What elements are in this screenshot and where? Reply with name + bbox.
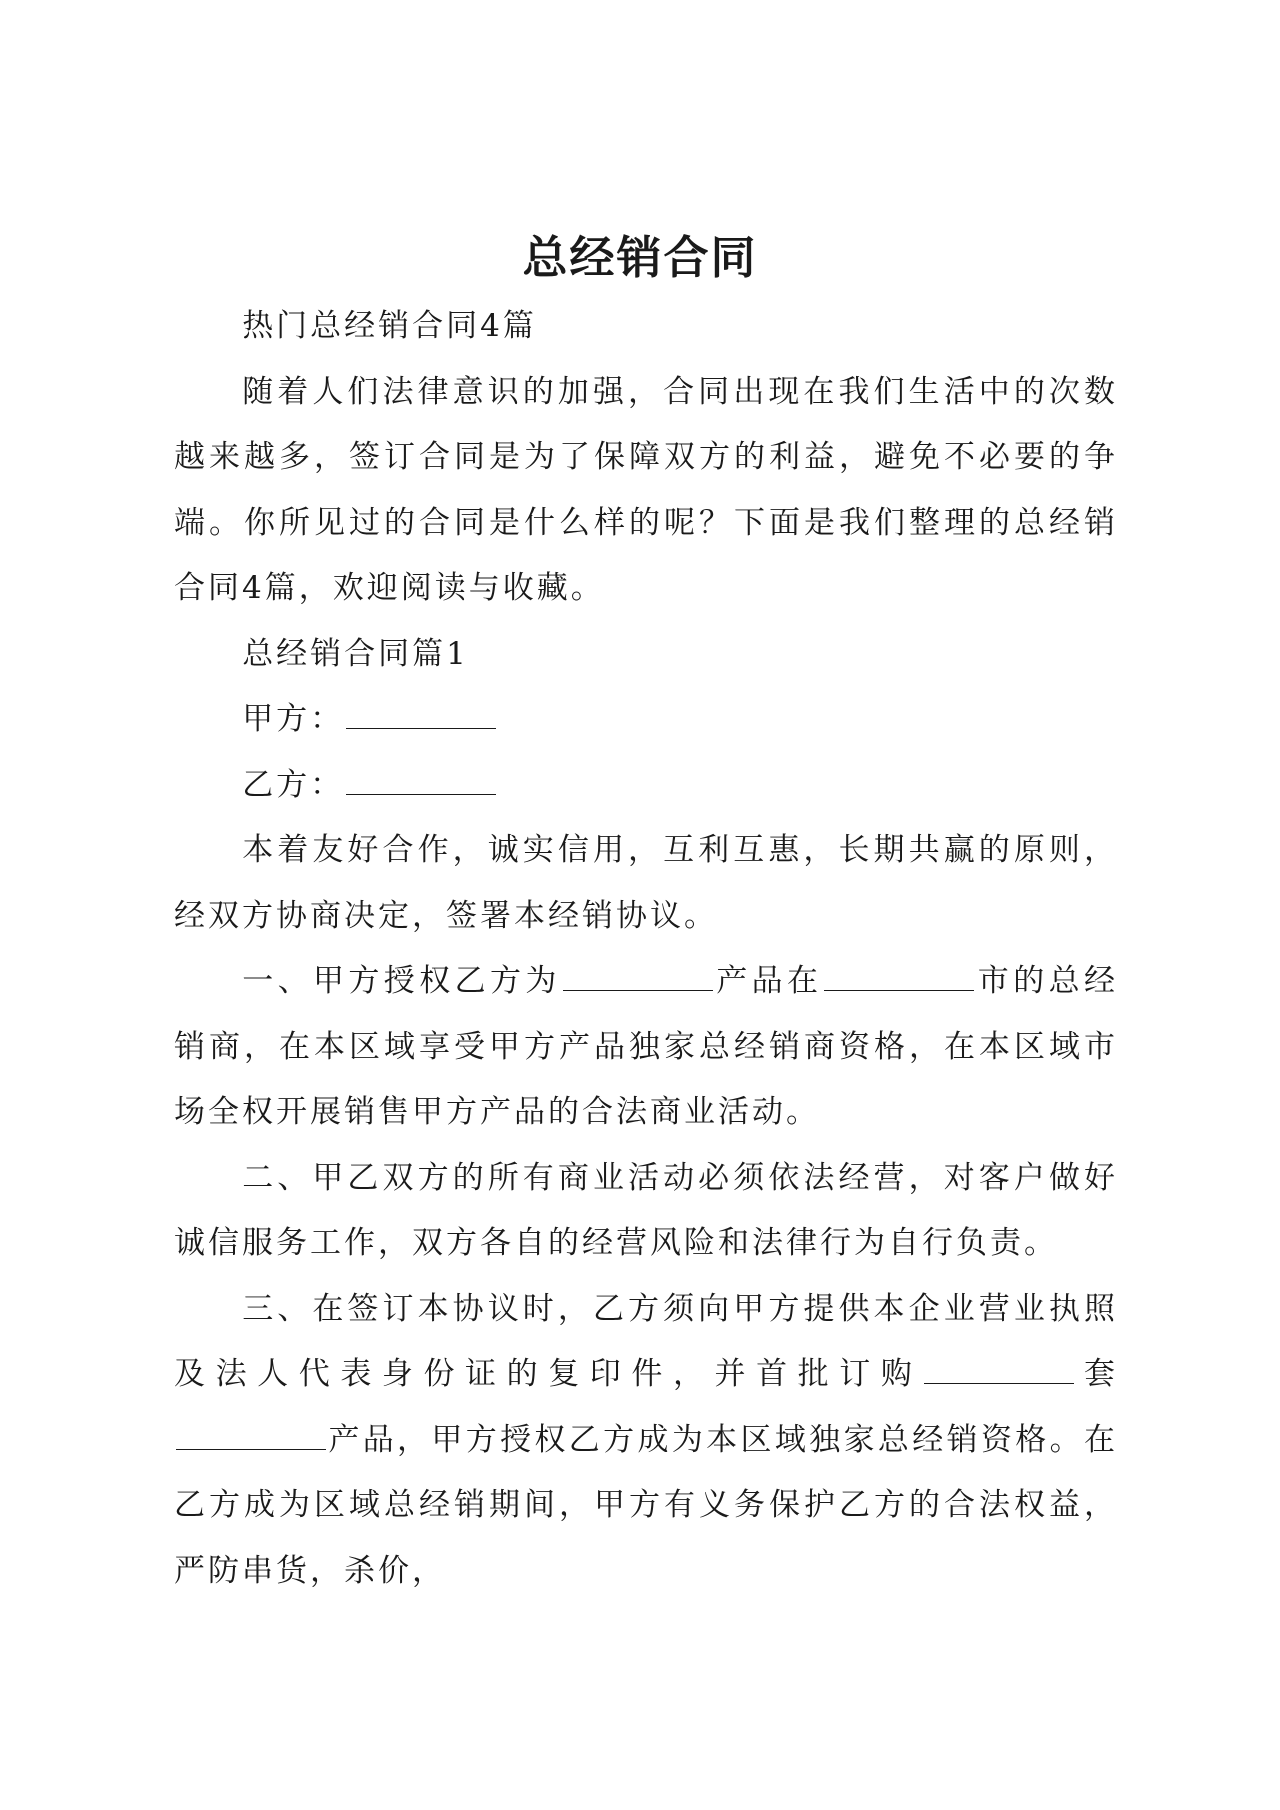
party-a-line [174, 687, 1118, 753]
clause-3-part-2: 套 [1076, 1356, 1119, 1392]
intro-paragraph: 随着人们法律意识的加强，合同出现在我们生活中的次数越来越多，签订合同是为了保障双方的利益，避免不必要的争端。你所见过的合同是什么样的呢？下面是我们整理的总经销合同4篇，欢迎阅读与收藏。 [174, 373, 1118, 606]
clause-3-part-1: 三、在签订本协议时，乙方须向甲方提供本企业营业执照及法人代表身份证的复印件，并首批订购 [174, 1290, 1118, 1392]
subtitle: 热门总经销合同4篇 [242, 308, 537, 344]
principle-paragraph: 本着友好合作，诚实信用，互利互惠，长期共赢的原则，经双方协商决定，签署本经销协议。 [174, 832, 1118, 934]
clause-1-product-blank [563, 964, 713, 991]
document-title: 总经销合同 [522, 231, 758, 284]
clause-1 [174, 949, 1118, 1146]
party-a-label: 甲方： [242, 701, 345, 737]
document-body [174, 294, 1118, 1604]
party-b-label: 乙方： [242, 766, 345, 803]
party-b-line [174, 753, 1118, 819]
clause-1-city-blank [824, 964, 974, 991]
clause-3 [174, 1277, 1118, 1605]
clause-3-product-blank [176, 1423, 326, 1450]
section-heading: 总经销合同篇1 [242, 635, 469, 672]
clause-3-part-3: 产品，甲方授权乙方成为本区域独家总经销资格。在乙方成为区域总经销期间，甲方有义务保护乙方的合法权益，严防串货，杀价， [174, 1421, 1118, 1589]
party-a-blank [346, 702, 496, 729]
clause-2: 二、甲乙双方的所有商业活动必须依法经营，对客户做好诚信服务工作，双方各自的经营风险和法律行为自行负责。 [174, 1159, 1118, 1261]
clause-1-part-1: 一、甲方授权乙方为 [242, 963, 561, 999]
party-b-blank [346, 768, 496, 795]
clause-3-quantity-blank [924, 1357, 1074, 1384]
clause-1-part-3: 市的总经销商，在本区域享受甲方产品独家总经销商资格，在本区域市场全权开展销售甲方产品的合法商业活动。 [174, 963, 1119, 1130]
clause-1-part-2: 产品在 [714, 963, 823, 999]
